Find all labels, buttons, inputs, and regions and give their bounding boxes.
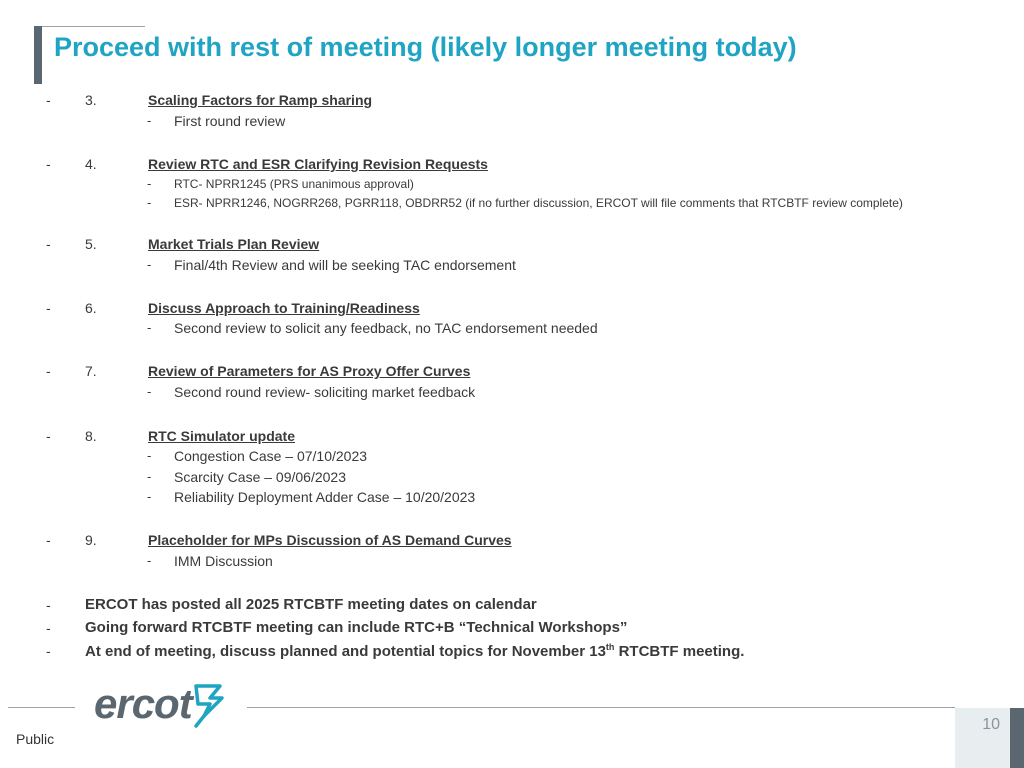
agenda-sub-item: Second round review- soliciting market feedback <box>174 384 476 400</box>
agenda-sub-item: IMM Discussion <box>174 553 273 569</box>
agenda-item-heading: Placeholder for MPs Discussion of AS Demand Curves <box>148 532 512 548</box>
agenda-bullet: - <box>46 363 51 379</box>
agenda-bullet: - <box>46 428 51 444</box>
sub-bullet: - <box>147 384 152 399</box>
agenda-sub-item: ESR- NPRR1246, NOGRR268, PGRR118, OBDRR52 (if no further discussion, ERCOT will file comments that RTCBTF review complete) <box>174 196 903 210</box>
ercot-logo-icon <box>92 680 232 732</box>
final-point <box>85 596 537 613</box>
final-point-text-after: RTCBTF meeting. <box>614 643 745 660</box>
agenda-sub-item: RTC- NPRR1245 (PRS unanimous approval) <box>174 177 414 191</box>
slide-title: Proceed with rest of meeting (likely longer meeting today) <box>54 32 797 62</box>
agenda-item-heading: Review RTC and ESR Clarifying Revision Requests <box>148 156 488 172</box>
sub-bullet: - <box>147 553 152 568</box>
agenda-item-number: 7. <box>85 363 97 379</box>
agenda-item-heading: Review of Parameters for AS Proxy Offer Curves <box>148 363 471 379</box>
agenda-item-number: 5. <box>85 236 97 252</box>
agenda-bullet: - <box>46 236 51 252</box>
sub-bullet: - <box>147 257 152 272</box>
agenda-sub-item: First round review <box>174 113 286 129</box>
lightning-bolt-icon <box>196 686 222 716</box>
agenda-item-heading: Discuss Approach to Training/Readiness <box>148 300 420 316</box>
agenda-sub-item: Congestion Case – 07/10/2023 <box>174 448 368 464</box>
agenda-bullet: - <box>46 92 51 108</box>
agenda-item-heading: Scaling Factors for Ramp sharing <box>148 92 373 108</box>
final-bullet: - <box>46 597 51 613</box>
final-point-text: ERCOT has posted all 2025 RTCBTF meeting dates on calendar <box>85 596 537 613</box>
agenda-item-heading: RTC Simulator update <box>148 428 296 444</box>
ercot-logo <box>92 680 232 737</box>
sub-bullet: - <box>147 176 152 191</box>
agenda-item-number: 9. <box>85 532 97 548</box>
final-bullet: - <box>46 620 51 636</box>
agenda-bullet: - <box>46 532 51 548</box>
final-point-superscript: th <box>605 642 615 652</box>
sub-bullet: - <box>147 469 152 484</box>
sub-bullet: - <box>147 113 152 128</box>
agenda-sub-item: Second review to solicit any feedback, no TAC endorsement needed <box>174 320 598 336</box>
agenda-item-number: 3. <box>85 92 97 108</box>
classification-label: Public <box>16 731 55 747</box>
final-bullet: - <box>46 643 51 659</box>
page-number-stripe <box>1010 708 1024 768</box>
sub-bullet: - <box>147 448 152 463</box>
agenda-item-number: 8. <box>85 428 97 444</box>
final-point <box>85 619 627 636</box>
agenda-bullet: - <box>46 156 51 172</box>
sub-bullet: - <box>147 489 152 504</box>
logo-wordmark: ercot <box>94 680 192 727</box>
agenda-item-number: 4. <box>85 156 97 172</box>
sub-bullet: - <box>147 320 152 335</box>
footer-divider-left <box>8 707 75 708</box>
page-number: 10 <box>982 716 1000 733</box>
agenda-bullet: - <box>46 300 51 316</box>
final-point-text: Going forward RTCBTF meeting can include RTC+B “Technical Workshops” <box>85 619 628 636</box>
agenda-sub-item: Final/4th Review and will be seeking TAC endorsement <box>174 257 516 273</box>
lightning-tail-icon <box>196 716 204 726</box>
final-point <box>85 642 744 660</box>
footer-divider-right <box>247 707 955 708</box>
agenda-sub-item: Scarcity Case – 09/06/2023 <box>174 469 346 485</box>
final-point-text: At end of meeting, discuss planned and potential topics for November 13 <box>85 643 606 660</box>
agenda-item-number: 6. <box>85 300 97 316</box>
agenda-item-heading: Market Trials Plan Review <box>148 236 320 252</box>
agenda-sub-item: Reliability Deployment Adder Case – 10/20/2023 <box>174 489 476 505</box>
sub-bullet: - <box>147 195 152 210</box>
